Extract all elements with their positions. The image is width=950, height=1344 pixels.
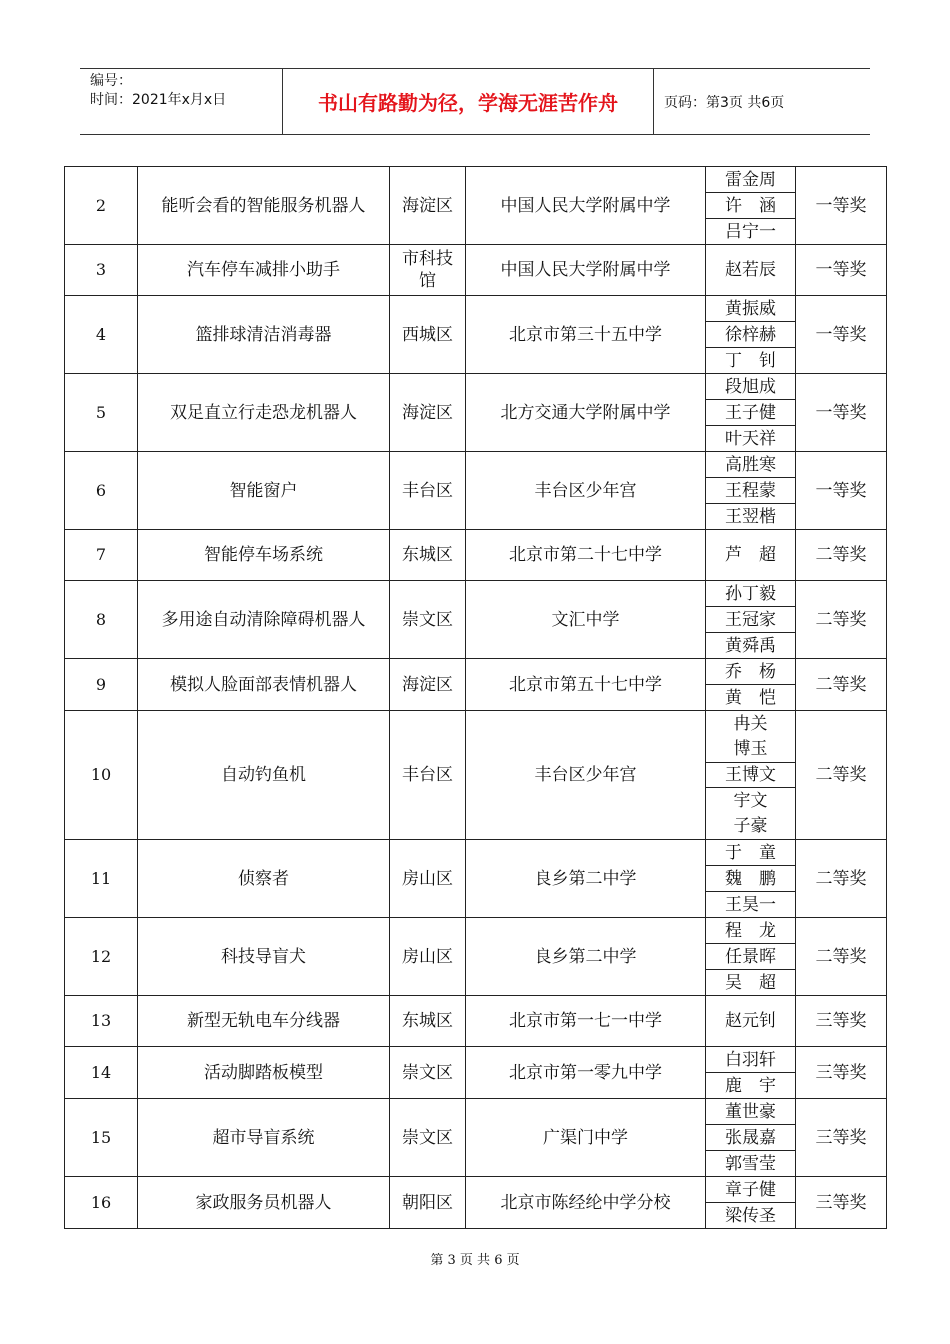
header-page-label: 页码：第3页 共6页 [664,94,785,111]
cell-award: 二等奖 [796,530,887,581]
table-row [65,374,887,400]
header-meta [80,69,282,134]
cell-member: 梁传圣 [706,1203,796,1229]
cell-project-name: 科技导盲犬 [138,918,390,996]
cell-award: 二等奖 [796,659,887,711]
cell-district: 崇文区 [390,1099,466,1177]
cell-number: 13 [65,996,138,1047]
cell-school: 北京市第三十五中学 [466,296,706,374]
cell-project-name: 家政服务员机器人 [138,1177,390,1229]
cell-school: 北方交通大学附属中学 [466,374,706,452]
cell-member: 程 龙 [706,918,796,944]
cell-member: 白羽轩 [706,1047,796,1073]
cell-member: 丁 钊 [706,348,796,374]
cell-number: 3 [65,245,138,296]
table-row [65,530,887,581]
time-label: 时间：2021年x月x日 [90,92,227,108]
cell-member: 王翌楷 [706,504,796,530]
cell-member: 许 涵 [706,193,796,219]
cell-award: 三等奖 [796,1177,887,1229]
header-motto: 书山有路勤为径，学海无涯苦作舟 [282,69,654,134]
cell-member: 宇文子豪 [706,788,796,840]
cell-award: 三等奖 [796,1099,887,1177]
cell-member: 王子健 [706,400,796,426]
cell-award: 二等奖 [796,581,887,659]
cell-member: 郭雪莹 [706,1151,796,1177]
cell-member: 雷金周 [706,167,796,193]
table-row [65,840,887,866]
cell-school: 中国人民大学附属中学 [466,245,706,296]
cell-member: 王冠家 [706,607,796,633]
table-row [65,581,887,607]
table-row [65,659,887,685]
cell-school: 广渠门中学 [466,1099,706,1177]
cell-award: 一等奖 [796,452,887,530]
cell-school: 丰台区少年宫 [466,711,706,840]
cell-member: 冉关博玉 [706,711,796,763]
cell-number: 5 [65,374,138,452]
cell-number: 16 [65,1177,138,1229]
cell-district: 海淀区 [390,659,466,711]
cell-district: 海淀区 [390,374,466,452]
cell-number: 11 [65,840,138,918]
table-row [65,996,887,1047]
cell-member: 叶天祥 [706,426,796,452]
cell-member: 章子健 [706,1177,796,1203]
cell-district: 房山区 [390,918,466,996]
cell-school: 北京市第二十七中学 [466,530,706,581]
cell-number: 12 [65,918,138,996]
cell-member: 鹿 宇 [706,1073,796,1099]
page-footer: 第 3 页 共 6 页 [430,1253,520,1268]
cell-member: 赵若辰 [706,245,796,296]
page-header [80,68,870,135]
table-row [65,918,887,944]
cell-number: 6 [65,452,138,530]
cell-school: 北京市第一七一中学 [466,996,706,1047]
cell-award: 二等奖 [796,918,887,996]
cell-number: 15 [65,1099,138,1177]
cell-district: 崇文区 [390,1047,466,1099]
cell-project-name: 模拟人脸面部表情机器人 [138,659,390,711]
cell-member: 芦 超 [706,530,796,581]
cell-member: 王博文 [706,763,796,788]
table-row [65,1177,887,1203]
cell-district: 东城区 [390,996,466,1047]
cell-number: 14 [65,1047,138,1099]
cell-member: 段旭成 [706,374,796,400]
cell-award: 一等奖 [796,374,887,452]
cell-project-name: 汽车停车减排小助手 [138,245,390,296]
cell-school: 丰台区少年宫 [466,452,706,530]
cell-member: 徐梓赫 [706,322,796,348]
cell-number: 9 [65,659,138,711]
cell-member: 黄 恺 [706,685,796,711]
cell-number: 10 [65,711,138,840]
table-row [65,167,887,193]
cell-project-name: 自动钓鱼机 [138,711,390,840]
cell-district: 丰台区 [390,452,466,530]
cell-number: 4 [65,296,138,374]
cell-district: 东城区 [390,530,466,581]
code-label: 编号： [90,73,132,89]
cell-district: 海淀区 [390,167,466,245]
cell-project-name: 双足直立行走恐龙机器人 [138,374,390,452]
cell-award: 二等奖 [796,711,887,840]
cell-district: 房山区 [390,840,466,918]
cell-member: 张晟嘉 [706,1125,796,1151]
cell-project-name: 智能窗户 [138,452,390,530]
cell-member: 王昊一 [706,892,796,918]
cell-member: 高胜寒 [706,452,796,478]
cell-district: 丰台区 [390,711,466,840]
cell-school: 北京市第五十七中学 [466,659,706,711]
cell-project-name: 活动脚踏板模型 [138,1047,390,1099]
cell-award: 一等奖 [796,167,887,245]
cell-project-name: 篮排球清洁消毒器 [138,296,390,374]
table-row [65,1047,887,1073]
table-row [65,1099,887,1125]
cell-member: 王程蒙 [706,478,796,504]
cell-project-name: 能听会看的智能服务机器人 [138,167,390,245]
cell-member: 任景晖 [706,944,796,970]
cell-school: 北京市第一零九中学 [466,1047,706,1099]
cell-member: 吴 超 [706,970,796,996]
cell-school: 北京市陈经纶中学分校 [466,1177,706,1229]
cell-number: 7 [65,530,138,581]
cell-project-name: 多用途自动清除障碍机器人 [138,581,390,659]
cell-school: 良乡第二中学 [466,840,706,918]
cell-member: 于 童 [706,840,796,866]
cell-member: 魏 鹏 [706,866,796,892]
cell-award: 三等奖 [796,996,887,1047]
cell-project-name: 超市导盲系统 [138,1099,390,1177]
cell-member: 孙丁毅 [706,581,796,607]
cell-district: 西城区 [390,296,466,374]
cell-project-name: 智能停车场系统 [138,530,390,581]
cell-member: 黄振威 [706,296,796,322]
cell-district: 市科技馆 [390,245,466,296]
table-row [65,711,887,763]
cell-member: 乔 杨 [706,659,796,685]
cell-number: 2 [65,167,138,245]
table-row [65,296,887,322]
cell-award: 二等奖 [796,840,887,918]
table-row [65,245,887,296]
cell-award: 一等奖 [796,245,887,296]
awards-table [64,166,887,1229]
cell-member: 赵元钊 [706,996,796,1047]
table-row [65,452,887,478]
awards-table-body [65,167,887,1229]
cell-school: 文汇中学 [466,581,706,659]
cell-project-name: 侦察者 [138,840,390,918]
cell-project-name: 新型无轨电车分线器 [138,996,390,1047]
cell-award: 一等奖 [796,296,887,374]
cell-district: 崇文区 [390,581,466,659]
cell-member: 黄舜禹 [706,633,796,659]
cell-member: 吕宁一 [706,219,796,245]
cell-award: 三等奖 [796,1047,887,1099]
cell-member: 董世豪 [706,1099,796,1125]
cell-district: 朝阳区 [390,1177,466,1229]
cell-school: 中国人民大学附属中学 [466,167,706,245]
cell-number: 8 [65,581,138,659]
cell-school: 良乡第二中学 [466,918,706,996]
